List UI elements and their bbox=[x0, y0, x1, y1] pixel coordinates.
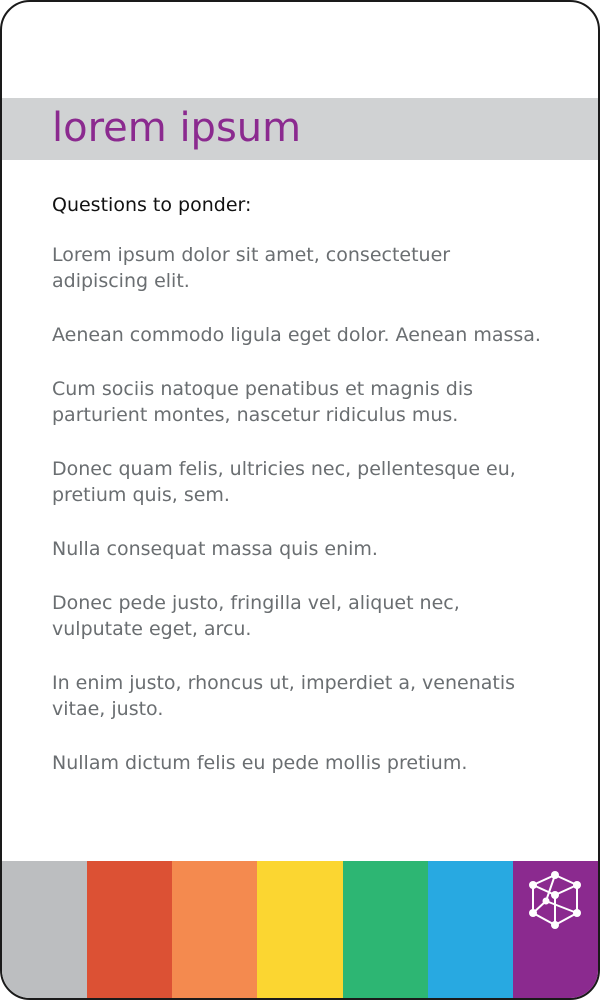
color-swatch-purple bbox=[513, 861, 598, 998]
question-item: Cum sociis natoque penatibus et magnis dis parturient montes, nascetur ridiculus mus. bbox=[52, 378, 474, 426]
question-item: Lorem ipsum dolor sit amet, consectetuer adipiscing elit. bbox=[52, 244, 451, 292]
questions-list bbox=[52, 242, 552, 804]
color-swatch-gray bbox=[2, 861, 87, 998]
title-band bbox=[2, 98, 598, 160]
color-swatch-blue bbox=[428, 861, 513, 998]
question-item: Nullam dictum felis eu pede mollis pretium. bbox=[52, 752, 468, 774]
color-swatch-green bbox=[343, 861, 428, 998]
question-item: Donec quam felis, ultricies nec, pellentesque eu, pretium quis, sem. bbox=[52, 458, 516, 506]
question-item: Aenean commodo ligula eget dolor. Aenean massa. bbox=[52, 324, 541, 346]
card-title: lorem ipsum bbox=[52, 105, 302, 151]
questions-heading: Questions to ponder: bbox=[52, 194, 252, 216]
color-swatch-red bbox=[87, 861, 172, 998]
color-bar bbox=[2, 861, 598, 998]
molecular-cube-icon bbox=[526, 871, 584, 931]
color-swatch-orange bbox=[172, 861, 257, 998]
color-swatch-yellow bbox=[257, 861, 342, 998]
question-item: Donec pede justo, fringilla vel, aliquet nec, vulputate eget, arcu. bbox=[52, 592, 460, 640]
question-item: In enim justo, rhoncus ut, imperdiet a, venenatis vitae, justo. bbox=[52, 672, 516, 720]
question-item: Nulla consequat massa quis enim. bbox=[52, 538, 378, 560]
